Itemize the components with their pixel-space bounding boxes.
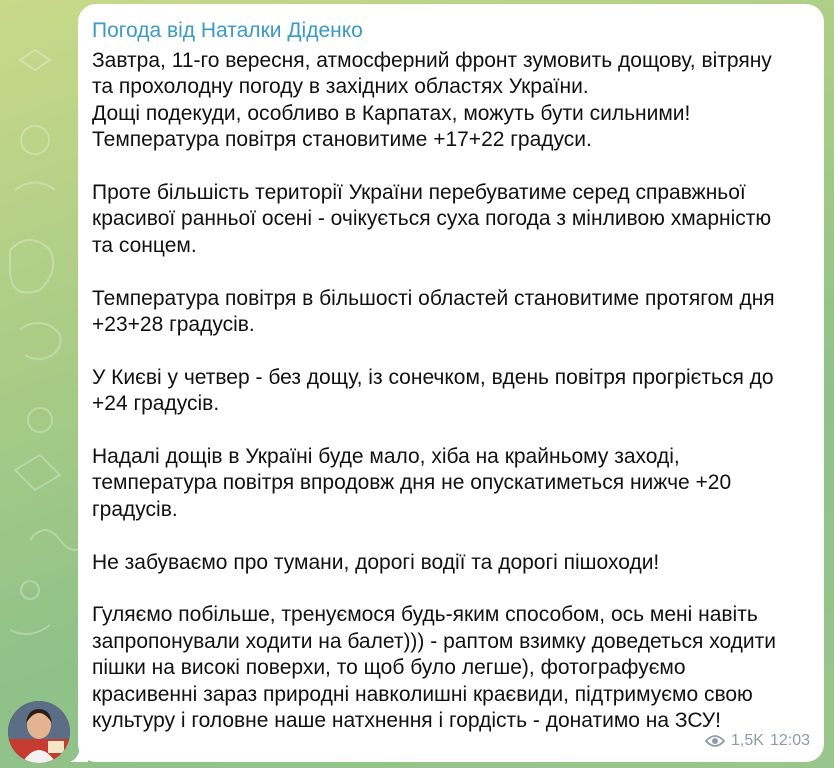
- message-line: Проте більшість території України перебуватиме серед справжньої: [92, 181, 746, 205]
- message-line: Надалі дощів в Україні буде мало, хіба на крайньому заході,: [92, 445, 680, 469]
- message-line: красивенні зараз природні навколишні краєвиди, підтримуємо свою: [92, 682, 753, 706]
- message-text: [92, 48, 808, 734]
- message-line: Гуляємо побільше, тренуємося будь-яким способом, ось мені навіть: [92, 603, 758, 627]
- message-paragraph: [92, 180, 808, 259]
- message-time: 12:03: [769, 732, 810, 749]
- message-paragraph: [92, 365, 808, 418]
- message-line: Дощі подекуди, особливо в Карпатах, можуть бути сильними!: [92, 101, 691, 125]
- views-count: 1,5K: [731, 732, 764, 749]
- message-paragraph: [92, 48, 808, 154]
- message-line: Не забуваємо про тумани, дорогі водії та дорогі пішоходи!: [92, 550, 660, 574]
- message-line: Завтра, 11-го вересня, атмосферний фронт зумовить дощову, вітряну: [92, 49, 772, 72]
- message-paragraph: [92, 550, 808, 576]
- message-line: Температура повітря становитиме +17+22 градуси.: [92, 128, 592, 152]
- message-line: У Києві у четвер - без дощу, із сонечком, вдень повітря прогріється до: [92, 365, 774, 389]
- message-line: +24 градусів.: [92, 392, 220, 416]
- message-bubble[interactable]: [78, 4, 824, 762]
- message-line: запропонували ходити на балет))) - раптом взимку доведеться ходити: [92, 629, 777, 653]
- message-line: пішки на високі поверхи, то щоб було легше), фотографуємо: [92, 656, 686, 680]
- message-line: температура повітря впродовж дня не опускатиметься нижче +20: [92, 471, 732, 495]
- message-meta: [705, 732, 810, 750]
- message-line: культуру і головне наше натхнення і гордість - донатимо на ЗСУ!: [92, 709, 721, 733]
- message-line: та сонцем.: [92, 233, 197, 257]
- message-line: +23+28 градусів.: [92, 313, 255, 337]
- message-line: Температура повітря в більшості областей становитиме протягом дня: [92, 286, 775, 310]
- message-paragraph: [92, 602, 808, 734]
- sender-name[interactable]: Погода від Наталки Діденко: [92, 19, 363, 42]
- message-paragraph: [92, 444, 808, 523]
- avatar[interactable]: [8, 701, 70, 763]
- message-paragraph: [92, 286, 808, 339]
- eye-icon: [705, 734, 725, 748]
- avatar-image: [8, 701, 70, 763]
- message-line: та прохолодну погоду в західних областях України.: [92, 75, 589, 99]
- message-line: красивої ранньої осені - очікується суха погода з мінливою хмарністю: [92, 207, 772, 231]
- message-line: градусів.: [92, 497, 178, 521]
